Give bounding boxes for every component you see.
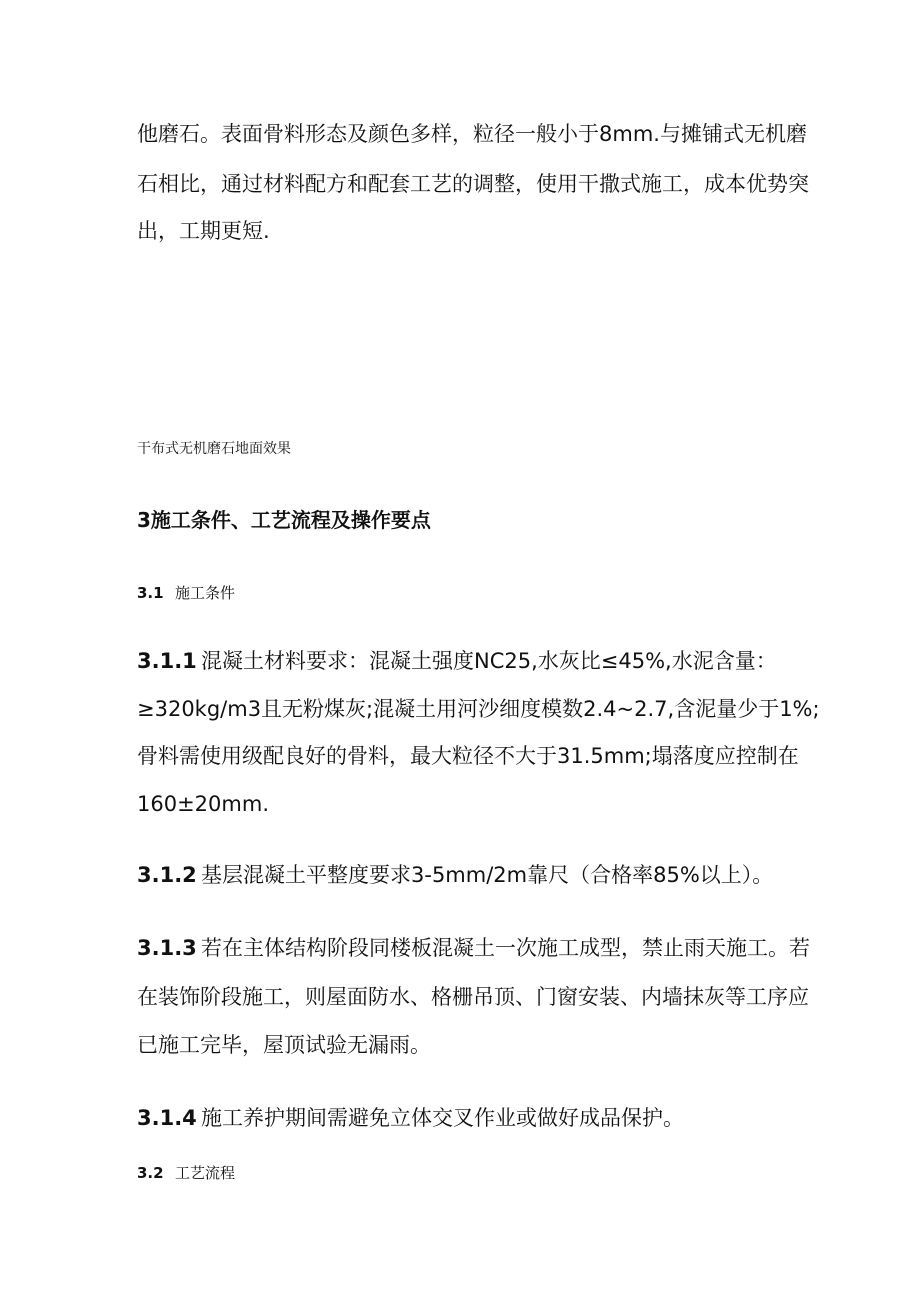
item-text: 若在主体结构阶段同楼板混凝土一次施工成型，禁止雨天施工。若 bbox=[201, 936, 810, 960]
subsection-label: 工艺流程 bbox=[175, 1164, 236, 1182]
subsection-3-1 bbox=[137, 582, 235, 603]
item-3-1-3-line-3: 已施工完毕，屋顶试验无漏雨。 bbox=[137, 1033, 431, 1057]
item-text: 基层混凝土平整度要求3-5mm/2m靠尺（合格率85%以上）。 bbox=[201, 863, 774, 887]
subsection-label: 施工条件 bbox=[175, 584, 236, 602]
item-number: 3.1.2 bbox=[137, 863, 197, 887]
section-heading: 3施工条件、工艺流程及操作要点 bbox=[137, 508, 431, 532]
subsection-number: 3.1 bbox=[137, 584, 164, 602]
intro-line-3: 出，工期更短. bbox=[137, 219, 270, 243]
intro-line-2: 石相比，通过材料配方和配套工艺的调整，使用干撒式施工，成本优势突 bbox=[137, 172, 809, 196]
item-3-1-4 bbox=[137, 1103, 684, 1133]
item-number: 3.1.3 bbox=[137, 936, 197, 960]
item-number: 3.1.4 bbox=[137, 1106, 197, 1130]
item-text: 施工养护期间需避免立体交叉作业或做好成品保护。 bbox=[201, 1106, 684, 1130]
subsection-3-2 bbox=[137, 1162, 235, 1183]
intro-line-1: 他磨石。表面骨料形态及颜色多样，粒径一般小于8mm.与摊铺式无机磨 bbox=[137, 122, 807, 146]
item-3-1-3-line-1 bbox=[137, 933, 810, 963]
item-3-1-1-line-4: 160±20mm. bbox=[137, 792, 269, 816]
item-3-1-2 bbox=[137, 860, 773, 890]
item-number: 3.1.1 bbox=[137, 649, 197, 673]
figure-caption: 干布式无机磨石地面效果 bbox=[137, 441, 291, 457]
item-3-1-3-line-2: 在装饰阶段施工，则屋面防水、格栅吊顶、门窗安装、内墙抹灰等工序应 bbox=[137, 985, 809, 1009]
item-text: 混凝土材料要求：混凝土强度NC25,水灰比≤45%,水泥含量： bbox=[201, 649, 777, 673]
item-3-1-1-line-3: 骨料需使用级配良好的骨料，最大粒径不大于31.5mm;塌落度应控制在 bbox=[137, 744, 799, 768]
subsection-number: 3.2 bbox=[137, 1164, 164, 1182]
item-3-1-1-line-1 bbox=[137, 646, 777, 676]
item-3-1-1-line-2: ≥320kg/m3且无粉煤灰;混凝土用河沙细度模数2.4~2.7,含泥量少于1%; bbox=[137, 697, 820, 721]
